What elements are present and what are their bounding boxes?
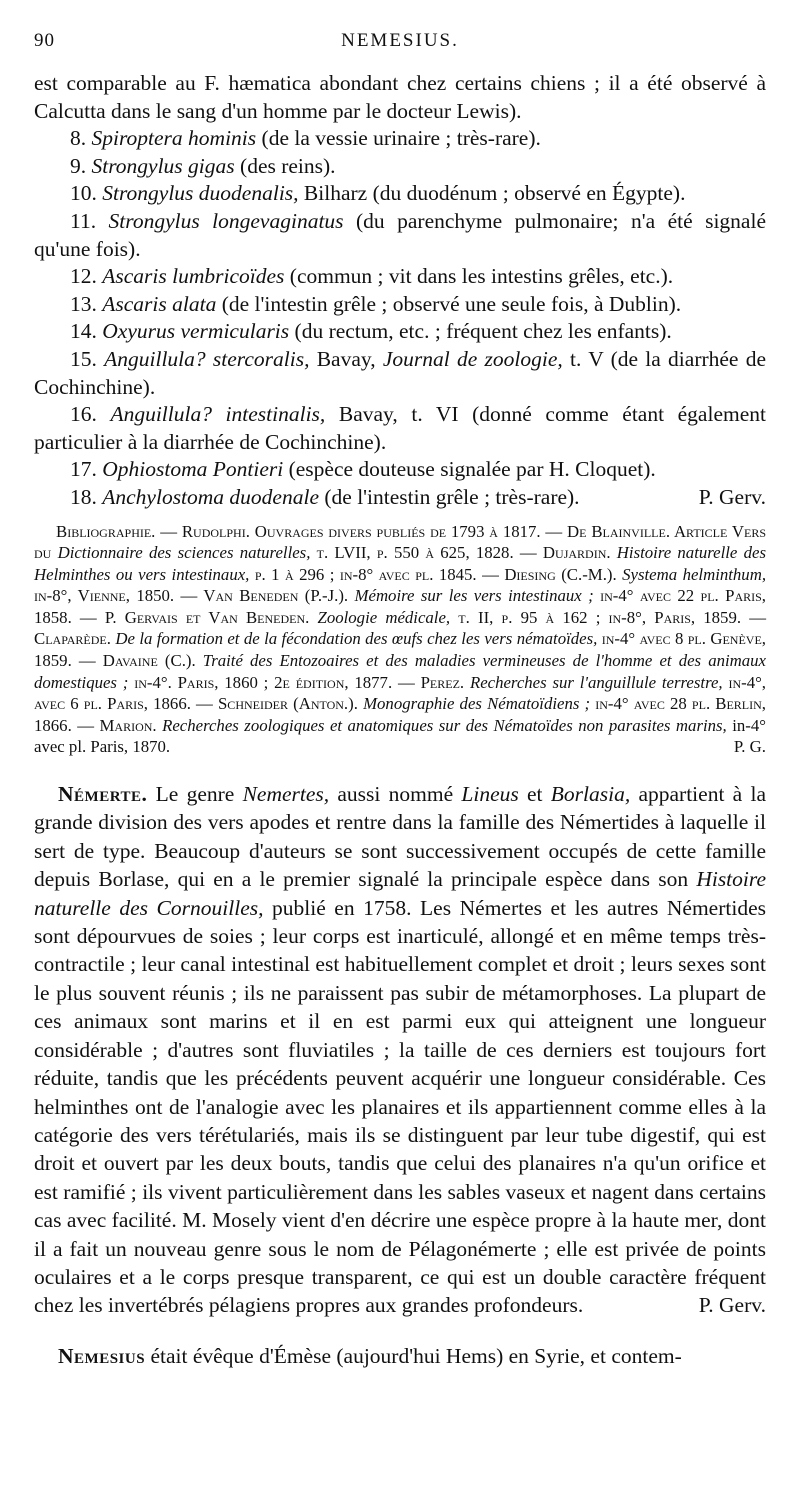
list-item: 12. Ascaris lumbricoïdes (commun ; vit dans les intestins grêles, etc.). <box>70 264 674 289</box>
bibliography: Bibliographie. — Rudolphi. Ouvrages divers publiés de 1793 à 1817. — De Blainville. Article Vers du Dictionnaire des sciences naturelles, t. LVII, p. 550 à 625, 1828. — Dujardin. Histoire naturelle des Helminthes ou vers intestinaux, p. 1 à 296 ; in-8° avec pl. 1845. — Diesing (C.-M.). Systema helminthum, in-8°, Vienne, 1850. — Van Beneden (P.-J.). Mémoire sur les vers intestinaux ; in-4° avec 22 pl. Paris, 1858. — P. Gervais et Van Beneden. Zoologie médicale, t. II, p. 95 à 162 ; in-8°, Paris, 1859. — Claparède. De la formation et de la fécondation des œufs chez les vers nématoïdes, in-4° avec 8 pl. Genève, 1859. — Davaine (C.). Traité des Entozoaires et des maladies vermineuses de l'homme et des animaux domestiques ; in-4°. Paris, 1860 ; 2e édition, 1877. — Perez. Recherches sur l'anguillule terrestre, in-4°, avec 6 pl. Paris, 1866. — Schneider (Anton.). Monographie des Nématoïdiens ; in-4° avec 28 pl. Berlin, 1866. — Marion. Recherches zoologiques et anatomiques sur des Nématoïdes non parasites marins, in-4° avec pl. Paris, 1870. P. G. <box>34 521 767 757</box>
item-number: 12. <box>70 264 97 289</box>
headword-nemerte: Némerte. <box>58 782 148 807</box>
item-number: 17. <box>70 457 97 482</box>
list-item: 17. Ophiostoma Pontieri (espèce douteuse signalée par H. Cloquet). <box>70 457 656 482</box>
page-number: 90 <box>34 30 55 51</box>
list-item: 8. Spiroptera hominis (de la vessie urinaire ; très-rare). <box>70 126 541 151</box>
item-number: 16. <box>70 402 97 427</box>
item-signature: P. Gerv. <box>698 484 766 509</box>
list-item: 9. Strongylus gigas (des reins). <box>70 153 336 178</box>
species-name: Anguillula? intestinalis, <box>110 402 326 427</box>
species-name: Spiroptera hominis <box>91 126 257 151</box>
list-continuation: est comparable au F. hæmatica abondant chez certains chiens ; il a été observé à Calcutta dans le sang d'un homme par le docteur Lewis). <box>34 71 766 123</box>
item-number: 13. <box>70 291 97 316</box>
parasite-list <box>34 70 766 512</box>
species-name: Anguillula? stercoralis, <box>104 346 310 371</box>
running-header <box>34 30 766 70</box>
list-item: 15. Anguillula? stercoralis, Bavay, Journal de zoologie, t. V (de la diarrhée de Cochinchine). <box>34 346 767 399</box>
item-number: 10. <box>70 181 97 206</box>
species-name: Ascaris alata <box>102 291 217 316</box>
species-name: Strongylus duodenalis, <box>102 181 299 206</box>
species-name: Anchylostoma duodenale <box>102 484 319 509</box>
species-name: Ophiostoma Pontieri <box>102 457 284 482</box>
species-name: Oxyurus vermicularis <box>102 319 290 344</box>
list-item: 14. Oxyurus vermicularis (du rectum, etc. ; fréquent chez les enfants). <box>70 319 672 344</box>
item-number: 18. <box>70 484 97 509</box>
list-item: 13. Ascaris alata (de l'intestin grêle ; observé une seule fois, à Dublin). <box>70 291 682 316</box>
list-item: 18. Anchylostoma duodenale (de l'intestin grêle ; très-rare). P. Gerv. <box>34 484 766 512</box>
headword-nemesius: Nemesius <box>58 1343 146 1368</box>
list-item: 16. Anguillula? intestinalis, Bavay, t. VI (donné comme étant également particulier à la diarrhée de Cochinchine). <box>34 402 766 454</box>
item-number: 9. <box>70 153 87 178</box>
item-number: 11. <box>70 208 97 233</box>
article-nemerte: Némerte. Le genre Nemertes, aussi nommé Lineus et Borlasia, appartient à la grande division des vers apodes et rentre dans la famille des Némertides à laquelle il sert de type. Beaucoup d'auteurs se sont successivement occupés de cette famille depuis Borlase, qui en a le premier signalé la principale espèce dans son Histoire naturelle des Cornouilles, publié en 1758. Les Némertes et les autres Némertides sont dépourvues de soies ; leur corps est inarticulé, allongé et en même temps très-contractile ; leur canal intestinal est habituellement complet et droit ; leurs sexes sont le plus souvent réunis ; ils ne paraissent pas subir de métamorphoses. La plupart de ces animaux sont marins et il en est parmi eux qui atteignent une longueur considérable ; d'autres sont fluviatiles ; la taille de ces derniers est toujours fort réduite, tandis que les précédents peuvent acquérir une longueur considérable. Ces helminthes ont de l'analogie avec les planaires et ils appartiennent comme elles à la catégorie des vers térétulariés, mais ils se distinguent par leur tube digestif, qui est droit et ouvert par les deux bouts, tandis que celui des planaires n'a qu'un orifice et est ramifié ; ils vivent particulièrement dans les sables vaseux et nagent dans certains cas avec facilité. M. Mosely vient d'en décrire une espèce propre à la haute mer, dont il a fait un nouveau genre sous le nom de Pélagonémerte ; elle est privée de points oculaires et a le corps presque transparent, ce qui est un double caractère fréquent chez les invertébrés pélagiens propres aux grandes profondeurs. P. Gerv. <box>34 780 766 1320</box>
list-item: 10. Strongylus duodenalis, Bilharz (du duodénum ; observé en Égypte). <box>70 181 686 206</box>
list-item: 11. Strongylus longevaginatus (du parenchyme pulmonaire; n'a été signalé qu'une fois). <box>34 208 766 261</box>
species-name: Strongylus longevaginatus <box>108 208 344 233</box>
running-title: NEMESIUS. <box>341 30 459 51</box>
item-number: 15. <box>70 346 97 371</box>
page <box>34 30 766 1370</box>
article-nemesius: Nemesius était évêque d'Émèse (aujourd'hui Hems) en Syrie, et contem- <box>58 1343 682 1368</box>
article-signature: P. Gerv. <box>698 1293 766 1318</box>
item-number: 8. <box>70 126 87 151</box>
item-number: 14. <box>70 319 97 344</box>
species-name: Ascaris lumbricoïdes <box>102 264 285 289</box>
species-name: Strongylus gigas <box>91 153 235 178</box>
bibliography-signature: P. G. <box>733 737 766 757</box>
